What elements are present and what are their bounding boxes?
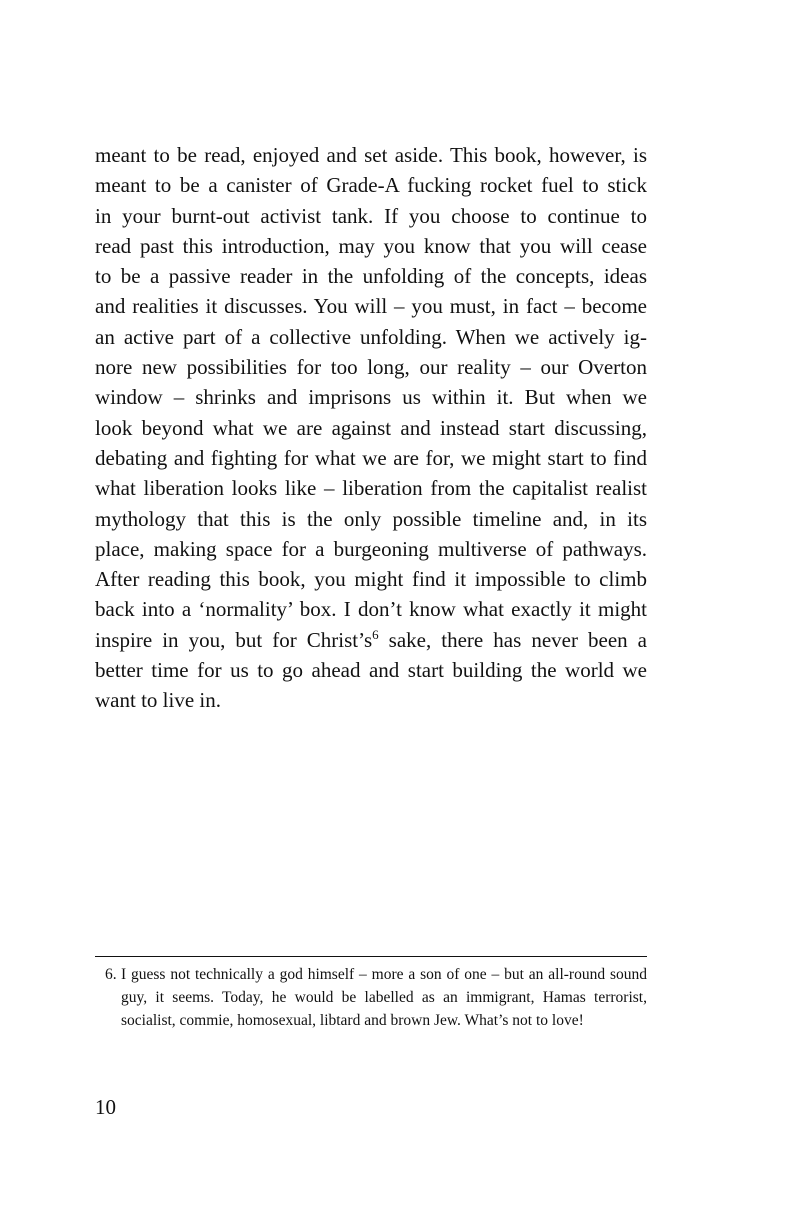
body-paragraph <box>95 140 647 716</box>
body-text-fragment: sake, there has never been a <box>378 627 647 652</box>
body-line: read past this introduction, may you know that you will cease <box>95 233 647 258</box>
footnote-divider <box>95 956 647 957</box>
footnote-reference[interactable]: 6 <box>372 626 379 642</box>
body-line: meant to be read, enjoyed and set aside. This book, however, is <box>95 143 647 167</box>
body-line: look beyond what we are against and instead start discussing, <box>95 415 647 440</box>
body-line: window – shrinks and imprisons us within it. But when we <box>95 385 647 410</box>
body-line: an active part of a collective unfolding. When we actively ig- <box>95 324 647 349</box>
body-line: nore new possibilities for too long, our reality – our Overton <box>95 355 647 380</box>
body-line: what liberation looks like – liberation from the capitalist realist <box>95 476 647 501</box>
body-line: and realities it discusses. You will – you must, in fact – become <box>95 294 647 319</box>
body-line: debating and fighting for what we are for, we might start to find <box>95 445 647 470</box>
body-line: mythology that this is the only possible timeline and, in its <box>95 506 647 531</box>
body-line: in your burnt-out activist tank. If you choose to continue to <box>95 203 647 228</box>
body-line: better time for us to go ahead and start building the world we <box>95 658 647 683</box>
body-line <box>95 625 647 655</box>
body-line-last: want to live in. <box>95 688 221 713</box>
body-line: After reading this book, you might find it impossible to climb <box>95 567 647 592</box>
footnote <box>95 963 647 1032</box>
body-line: meant to be a canister of Grade-A fucking rocket fuel to stick <box>95 173 647 198</box>
body-line: place, making space for a burgeoning multiverse of pathways. <box>95 536 647 561</box>
footnote-text: I guess not technically a god himself – more a son of one – but an all-round sound guy, it seems. Today, he would be labelled as an immigrant, Hamas terrorist, socialist, commie, homosexual, libtard and brown Jew. What’s not to love! <box>121 966 647 1029</box>
body-line: back into a ‘normality’ box. I don’t know what exactly it might <box>95 597 647 622</box>
body-text-fragment: inspire in you, but for Christ’s <box>95 627 373 652</box>
footnote-number: 6. <box>105 966 117 983</box>
body-line: to be a passive reader in the unfolding of the concepts, ideas <box>95 264 647 289</box>
page-number: 10 <box>95 1095 116 1119</box>
